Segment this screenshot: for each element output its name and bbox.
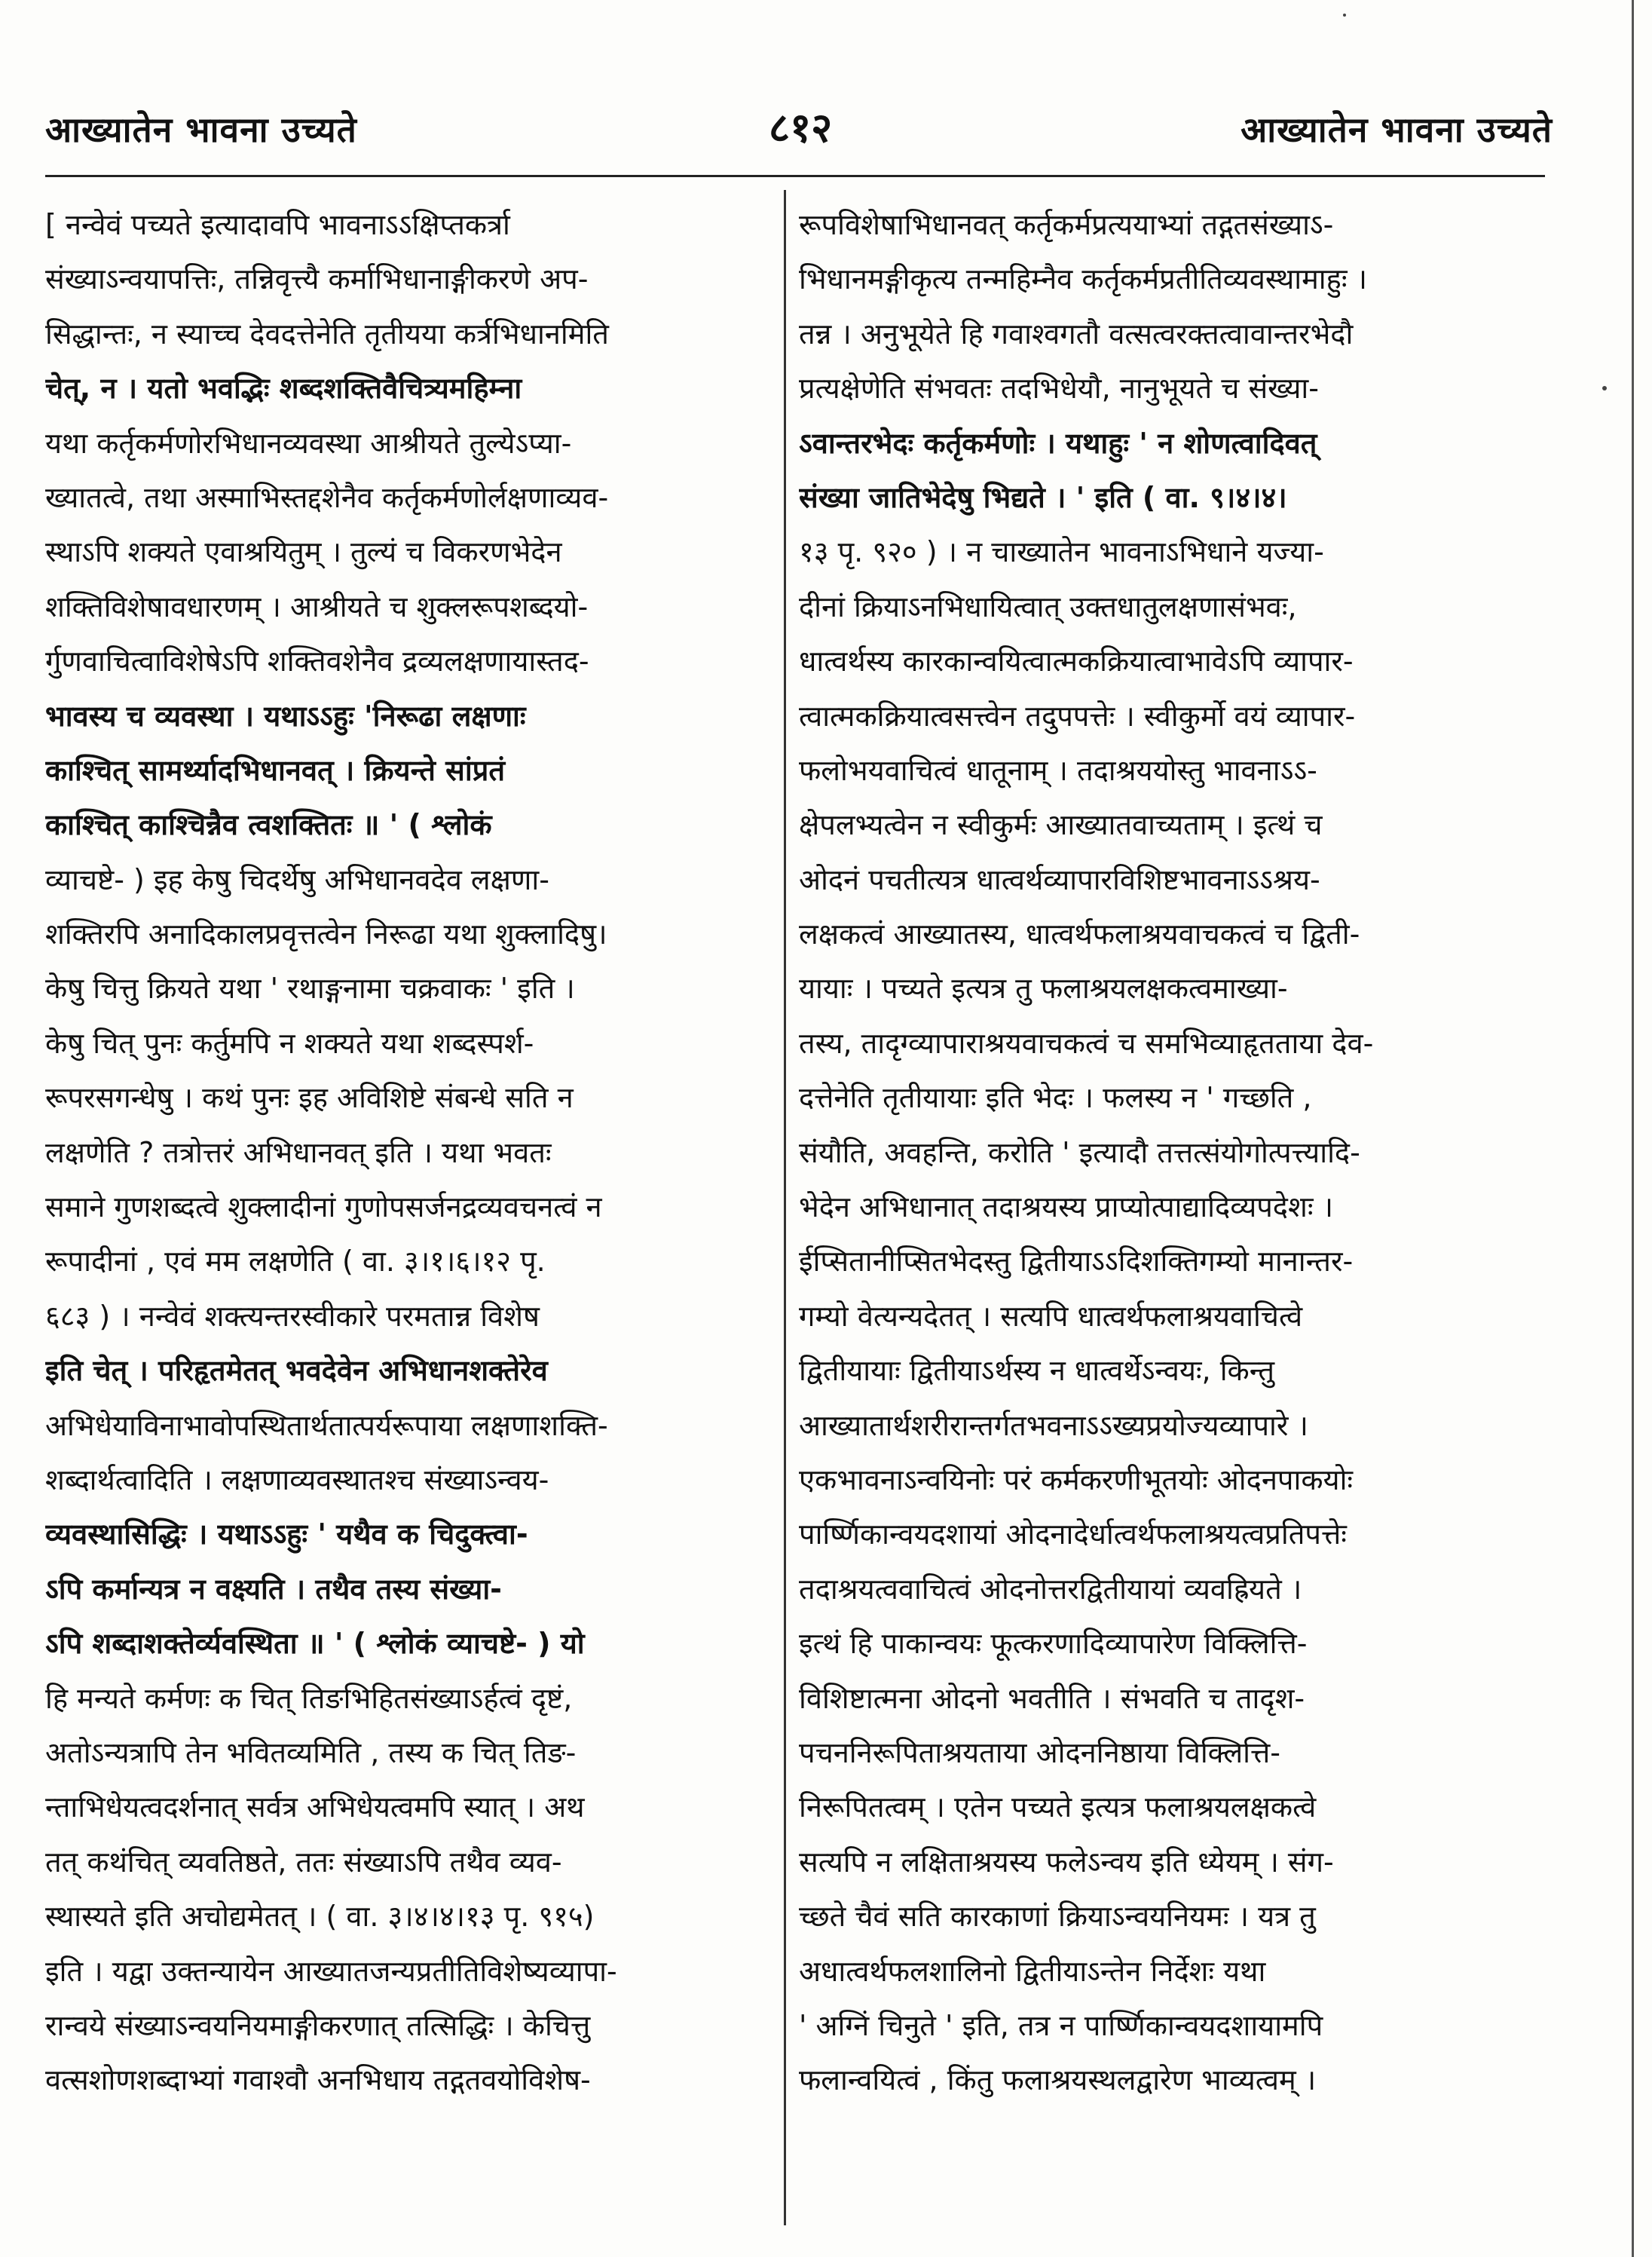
right-column-line: गम्यो वेत्यन्यदेतत् । सत्यपि धात्वर्थफलाश्रयवाचित्वे [799, 1299, 1303, 1333]
right-column-line: ऽवान्तरभेदः कर्तृकर्मणोः । यथाहुः ' न शोणत्वादिवत् [799, 426, 1317, 460]
right-column-line: च्छते चैवं सति कारकाणां क्रियाऽन्वयनियमः । यत्र तु [799, 1900, 1316, 1934]
left-column-line: यथा कर्तृकर्मणोरभिधानव्यवस्था आश्रीयते तुल्येऽप्या- [45, 426, 572, 460]
left-column-line: काश्चित् सामर्थ्यादभिधानवत् । क्रियन्ते सांप्रतं [45, 753, 505, 787]
left-column-line: रान्वये संख्याऽन्वयनियमाङ्गीकरणात् तत्सिद्धिः । केचित्तु [45, 2008, 591, 2042]
right-column-line: तन्न । अनुभूयेते हि गवाश्वगतौ वत्सत्वरक्तत्वावान्तरभेदौ [799, 317, 1354, 351]
right-column-line: निरूपितत्वम् । एतेन पच्यते इत्यत्र फलाश्रयलक्षकत्वे [799, 1790, 1317, 1824]
right-column-line: धात्वर्थस्य कारकान्वयित्वात्मकक्रियात्वाभावेऽपि व्यापार- [799, 645, 1354, 678]
left-column-line: वत्सशोणशब्दाभ्यां गवाश्वौ अनभिधाय तद्गतवयोविशेष- [45, 2063, 591, 2097]
left-column-line: अभिधेयाविनाभावोपस्थितार्थतात्पर्यरूपाया लक्षणाशक्ति- [45, 1408, 608, 1442]
right-column-line: तदाश्रयत्ववाचित्वं ओदनोत्तरद्वितीयायां व्यवह्रियते । [799, 1572, 1302, 1606]
right-column-line: फलोभयवाचित्वं धातूनाम् । तदाश्रययोस्तु भावनाऽऽ- [799, 753, 1317, 787]
left-column-line: संख्याऽन्वयापत्तिः, तन्निवृत्त्यै कर्माभिधानाङ्गीकरणे अप- [45, 262, 589, 296]
header-right-title: आख्यातेन भावना उच्यते [1241, 109, 1553, 150]
left-column-line: शक्तिविशेषावधारणम् । आश्रीयते च शुक्लरूपशब्दयो- [45, 590, 589, 623]
left-column-line: लक्षणेति ? तत्रोत्तरं अभिधानवत् इति । यथा भवतः [45, 1135, 552, 1169]
left-column-line: चेत्, न । यतो भवद्भिः शब्दशक्तिवैचित्र्यमहिम्ना [45, 372, 522, 406]
left-column-line: इति । यद्वा उक्तन्यायेन आख्यातजन्यप्रतीतिविशेष्यव्यापा- [45, 1954, 617, 1988]
header-rule [45, 175, 1545, 177]
left-column-line: ख्यातत्वे, तथा अस्माभिस्तद्दशेनैव कर्तृकर्मणोर्लक्षणाव्यव- [45, 480, 609, 514]
left-text-column [45, 198, 769, 2108]
scan-speck [1343, 14, 1346, 17]
right-column-line: पार्ष्णिकान्वयदशायां ओदनादेर्धात्वर्थफलाश्रयत्वप्रतिपत्तेः [799, 1517, 1347, 1551]
right-column-line: दत्तेनेति तृतीयायाः इति भेदः । फलस्य न ' गच्छति , [799, 1081, 1312, 1115]
right-column-line: ' अग्निं चिनुते ' इति, तत्र न पार्ष्णिकान्वयदशायामपि [799, 2008, 1323, 2042]
left-column-line: हि मन्यते कर्मणः क चित् तिङभिहितसंख्याऽर्हत्वं दृष्टं, [45, 1681, 573, 1715]
right-column-line: ईप्सितानीप्सितभेदस्तु द्वितीयाऽऽदिशक्तिगम्यो मानान्तर- [799, 1245, 1354, 1279]
right-column-line: लक्षकत्वं आख्यातस्य, धात्वर्थफलाश्रयवाचकत्वं च द्विती- [799, 917, 1360, 951]
left-column-line: स्थाऽपि शक्यते एवाश्रयितुम् । तुल्यं च विकरणभेदेन [45, 535, 562, 569]
right-column-line: रूपविशेषाभिधानवत् कर्तृकर्मप्रत्ययाभ्यां तद्गतसंख्याऽ- [799, 208, 1334, 241]
left-column-line: रूपरसगन्धेषु । कथं पुनः इह अविशिष्टे संबन्धे सति न [45, 1081, 574, 1115]
left-column-line: केषु चित्तु क्रियते यथा ' रथाङ्गनामा चक्रवाकः ' इति । [45, 972, 575, 1006]
right-column-line: ओदनं पचतीत्यत्र धात्वर्थव्यापारविशिष्टभावनाऽऽश्रय- [799, 862, 1320, 896]
left-column-line: शक्तिरपि अनादिकालप्रवृत्तत्वेन निरूढा यथा शुक्लादिषु। [45, 917, 607, 951]
left-column-line: शब्दार्थत्वादिति । लक्षणाव्यवस्थातश्च संख्याऽन्वय- [45, 1462, 549, 1496]
left-column-line: [ नन्वेवं पच्यते इत्यादावपि भावनाऽऽक्षिप्तकर्त्रा [45, 208, 510, 241]
right-column-line: द्वितीयायाः द्वितीयाऽर्थस्य न धात्वर्थेऽन्वयः, किन्तु [799, 1354, 1275, 1388]
right-column-line: अधात्वर्थफलशालिनो द्वितीयाऽन्तेन निर्देशः यथा [799, 1954, 1266, 1988]
left-column-line: रूपादीनां , एवं मम लक्षणेति ( वा. ३।१।६।१२ पृ. [45, 1245, 546, 1279]
left-column-line: न्ताभिधेयत्वदर्शनात् सर्वत्र अभिधेयत्वमपि स्यात् । अथ [45, 1790, 585, 1824]
right-column-line: संख्या जातिभेदेषु भिद्यते । ' इति ( वा. ९।४।४। [799, 480, 1287, 514]
right-column-line: त्वात्मकक्रियात्वसत्त्वेन तदुपपत्तेः । स्वीकुर्मो वयं व्यापार- [799, 699, 1356, 733]
left-column-line: केषु चित् पुनः कर्तुमपि न शक्यते यथा शब्दस्पर्श- [45, 1026, 534, 1060]
page-number: ८१२ [769, 104, 833, 152]
right-column-line: तस्य, तादृग्व्यापाराश्रयवाचकत्वं च समभिव्याहृतताया देव- [799, 1026, 1374, 1060]
left-column-line: तत् कथंचित् व्यवतिष्ठते, ततः संख्याऽपि तथैव व्यव- [45, 1845, 562, 1879]
left-column-line: काश्चित् काश्चिन्नैव त्वशक्तितः ॥ ' ( श्लोकं [45, 808, 492, 842]
right-column-line: यायाः । पच्यते इत्यत्र तु फलाश्रयलक्षकत्वमाख्या- [799, 972, 1288, 1006]
right-text-column [799, 198, 1522, 2108]
running-header [45, 83, 1553, 173]
right-column-line: भिधानमङ्गीकृत्य तन्महिम्नैव कर्तृकर्मप्रतीतिव्यवस्थामाहुः । [799, 262, 1367, 296]
left-column-line: ऽपि कर्मान्यत्र न वक्ष्यति । तथैव तस्य संख्या- [45, 1572, 502, 1606]
right-column-line: भेदेन अभिधानात् तदाश्रयस्य प्राप्योत्पाद्यादिव्यपदेशः । [799, 1190, 1333, 1224]
left-column-line: र्गुणवाचित्वाविशेषेऽपि शक्तिवशेनैव द्रव्यलक्षणायास्तद- [45, 645, 589, 678]
right-column-line: संयौति, अवहन्ति, करोति ' इत्यादौ तत्तत्संयोगोत्पत्त्यादि- [799, 1135, 1360, 1169]
left-column-line: ऽपि शब्दाशक्तेर्व्यवस्थिता ॥ ' ( श्लोकं व्याचष्टे- ) यो [45, 1627, 585, 1661]
right-column-line: १३ पृ. ९२० ) । न चाख्यातेन भावनाऽभिधाने यज्या- [799, 535, 1324, 569]
right-column-line: क्षेपलभ्यत्वेन न स्वीकुर्मः आख्यातवाच्यताम् । इत्थं च [799, 808, 1323, 842]
column-divider [784, 190, 786, 2225]
right-column-line: सत्यपि न लक्षिताश्रयस्य फलेऽन्वय इति ध्येयम् । संग- [799, 1845, 1334, 1879]
right-column-line: इत्थं हि पाकान्वयः फूत्करणादिव्यापारेण विक्लित्ति- [799, 1627, 1308, 1661]
right-column-line: विशिष्टात्मना ओदनो भवतीति । संभवति च तादृश- [799, 1681, 1305, 1715]
left-column-line: इति चेत् । परिहृतमेतत् भवदेवेन अभिधानशक्तेरेव [45, 1354, 548, 1388]
header-left-title: आख्यातेन भावना उच्यते [45, 109, 357, 150]
scan-speck [1602, 386, 1607, 390]
left-column-line: सिद्धान्तः, न स्याच्च देवदत्तेनेति तृतीयया कर्त्रभिधानमिति [45, 317, 609, 351]
right-column-line: दीनां क्रियाऽनभिधायित्वात् उक्तधातुलक्षणासंभवः, [799, 590, 1297, 623]
right-column-line: फलान्वयित्वं , किंतु फलाश्रयस्थलद्वारेण भाव्यत्वम् । [799, 2063, 1317, 2097]
left-column-line: व्यवस्थासिद्धिः । यथाऽऽहुः ' यथैव क चिदुक्त्वा- [45, 1517, 528, 1551]
left-column-line: भावस्य च व्यवस्था । यथाऽऽहुः 'निरूढा लक्षणाः [45, 699, 526, 733]
left-column-line: अतोऽन्यत्रापि तेन भवितव्यमिति , तस्य क चित् तिङ- [45, 1735, 577, 1769]
right-column-line: एकभावनाऽन्वयिनोः परं कर्मकरणीभूतयोः ओदनपाकयोः [799, 1462, 1354, 1496]
right-column-line: आख्यातार्थशरीरान्तर्गतभवनाऽऽख्यप्रयोज्यव्यापारे । [799, 1408, 1308, 1442]
left-column-line: स्थास्यते इति अचोद्यमेतत् । ( वा. ३।४।४।१३ पृ. ९१५) [45, 1900, 595, 1934]
left-column-line: व्याचष्टे- ) इह केषु चिदर्थेषु अभिधानवदेव लक्षणा- [45, 862, 549, 896]
right-column-line: प्रत्यक्षेणेति संभवतः तदभिधेयौ, नानुभूयते च संख्या- [799, 372, 1319, 406]
left-column-line: ६८३ ) । नन्वेवं शक्त्यन्तरस्वीकारे परमतान्न विशेष [45, 1299, 540, 1333]
right-column-line: पचननिरूपिताश्रयताया ओदननिष्ठाया विक्लित्ति- [799, 1735, 1280, 1769]
left-column-line: समाने गुणशब्दत्वे शुक्लादीनां गुणोपसर्जनद्रव्यवचनत्वं न [45, 1190, 602, 1224]
page-edge-line [1632, 0, 1634, 2257]
